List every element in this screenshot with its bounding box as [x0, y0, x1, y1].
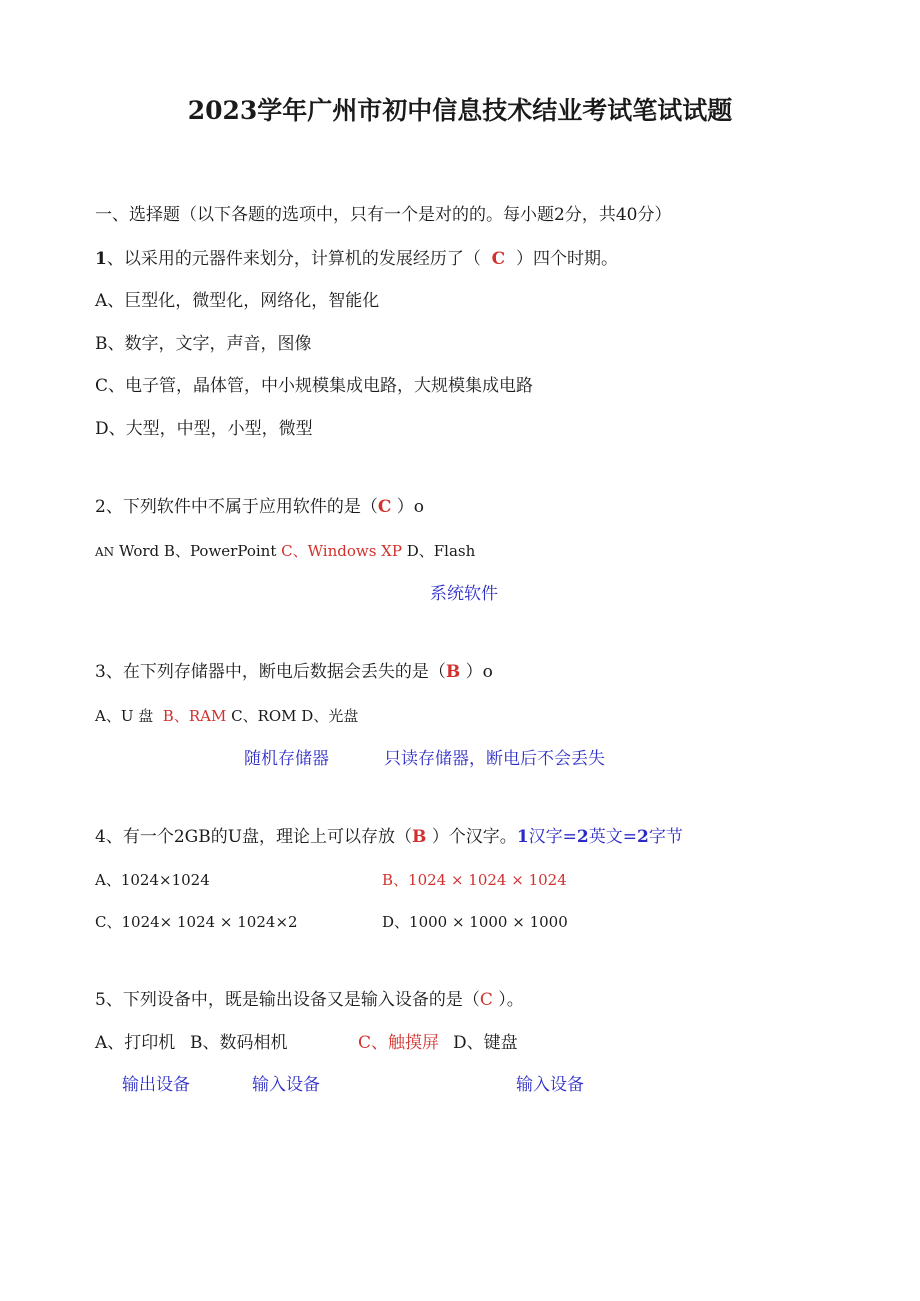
- question-5-text-end: ）。: [498, 990, 524, 1010]
- question-5: [95, 992, 524, 1009]
- question-4-note-1: 1: [516, 827, 529, 847]
- question-4-note-3: 2: [576, 827, 589, 847]
- question-5-answer: C: [479, 990, 493, 1010]
- question-4-option-c: C、1024× 1024 × 1024×2: [95, 913, 298, 931]
- question-5-note-d: 输入设备: [516, 1075, 584, 1095]
- question-2-option-a-prefix: AN: [95, 545, 115, 559]
- question-4-option-b: B、1024 × 1024 × 1024: [382, 871, 567, 889]
- question-4-note-6: 字节: [648, 827, 683, 847]
- question-3-text: 3、在下列存储器中，断电后数据会丢失的是（: [95, 662, 446, 682]
- question-5-note-b: 输入设备: [252, 1075, 320, 1095]
- question-4-text: 4、有一个2GB的U盘，理论上可以存放（: [95, 827, 413, 847]
- question-2-note: 系统软件: [430, 584, 498, 604]
- question-2-option-c: C、Windows XP: [281, 542, 402, 560]
- page-title: 2023学年广州市初中信息技术结业考试笔试试题: [187, 96, 733, 125]
- question-1-option-b: B、数字，文字，声音，图像: [95, 334, 312, 354]
- question-5-option-b: B、数码相机: [190, 1033, 288, 1053]
- question-4-note-5: 2: [637, 827, 649, 847]
- question-2: [95, 499, 424, 516]
- question-3-option-a: A、U 盘: [95, 707, 154, 725]
- question-3-option-b: B、RAM: [162, 707, 227, 725]
- question-4-option-d: D、1000 × 1000 × 1000: [382, 913, 568, 931]
- question-5-option-a: A、打印机: [95, 1033, 176, 1053]
- question-3-note-c: 只读存储器，断电后不会丢失: [384, 749, 605, 769]
- question-3-note-b: 随机存储器: [244, 749, 329, 769]
- question-4-note-2: 汉字=: [528, 827, 577, 847]
- question-2-options: [95, 544, 475, 559]
- question-4-text-end: ）个汉字。: [431, 827, 517, 847]
- question-4: [95, 829, 683, 846]
- question-1-text: 、以采用的元器件来划分，计算机的发展经历了（: [106, 249, 481, 269]
- question-5-text: 5、下列设备中，既是输出设备又是输入设备的是（: [95, 990, 480, 1010]
- question-5-option-d: D、键盘: [453, 1033, 518, 1053]
- question-4-option-a: A、1024×1024: [95, 871, 210, 889]
- question-1-text-end: ）四个时期。: [516, 249, 618, 269]
- question-3-answer: B: [445, 662, 461, 682]
- question-5-option-c: C、触摸屏: [358, 1033, 440, 1053]
- question-2-text-end: ）o: [396, 497, 425, 517]
- question-2-answer: C: [377, 497, 392, 517]
- question-2-option-ab: Word B、PowerPoint: [118, 542, 277, 560]
- question-4-note-4: 英文=: [588, 827, 637, 847]
- question-3-option-cd: C、ROM D、光盘: [231, 707, 359, 725]
- question-1-number: 1: [95, 249, 107, 269]
- question-1-answer: C: [491, 249, 506, 269]
- section-heading: 一、选择题（以下各题的选项中，只有一个是对的的。每小题2分，共40分）: [95, 205, 672, 225]
- question-3-options: [95, 709, 358, 724]
- question-1-option-c: C、电子管，晶体管，中小规模集成电路，大规模集成电路: [95, 376, 534, 396]
- question-5-note-a: 输出设备: [122, 1075, 190, 1095]
- question-3: [95, 664, 493, 681]
- question-3-text-end: ）o: [465, 662, 493, 682]
- question-4-answer: B: [412, 827, 427, 847]
- question-2-text: 2、下列软件中不属于应用软件的是（: [95, 497, 378, 517]
- question-1-option-d: D、大型，中型，小型，微型: [95, 419, 313, 439]
- question-1-option-a: A、巨型化，微型化，网络化，智能化: [95, 291, 380, 311]
- question-2-option-d: D、Flash: [406, 542, 476, 560]
- question-1: [95, 251, 618, 268]
